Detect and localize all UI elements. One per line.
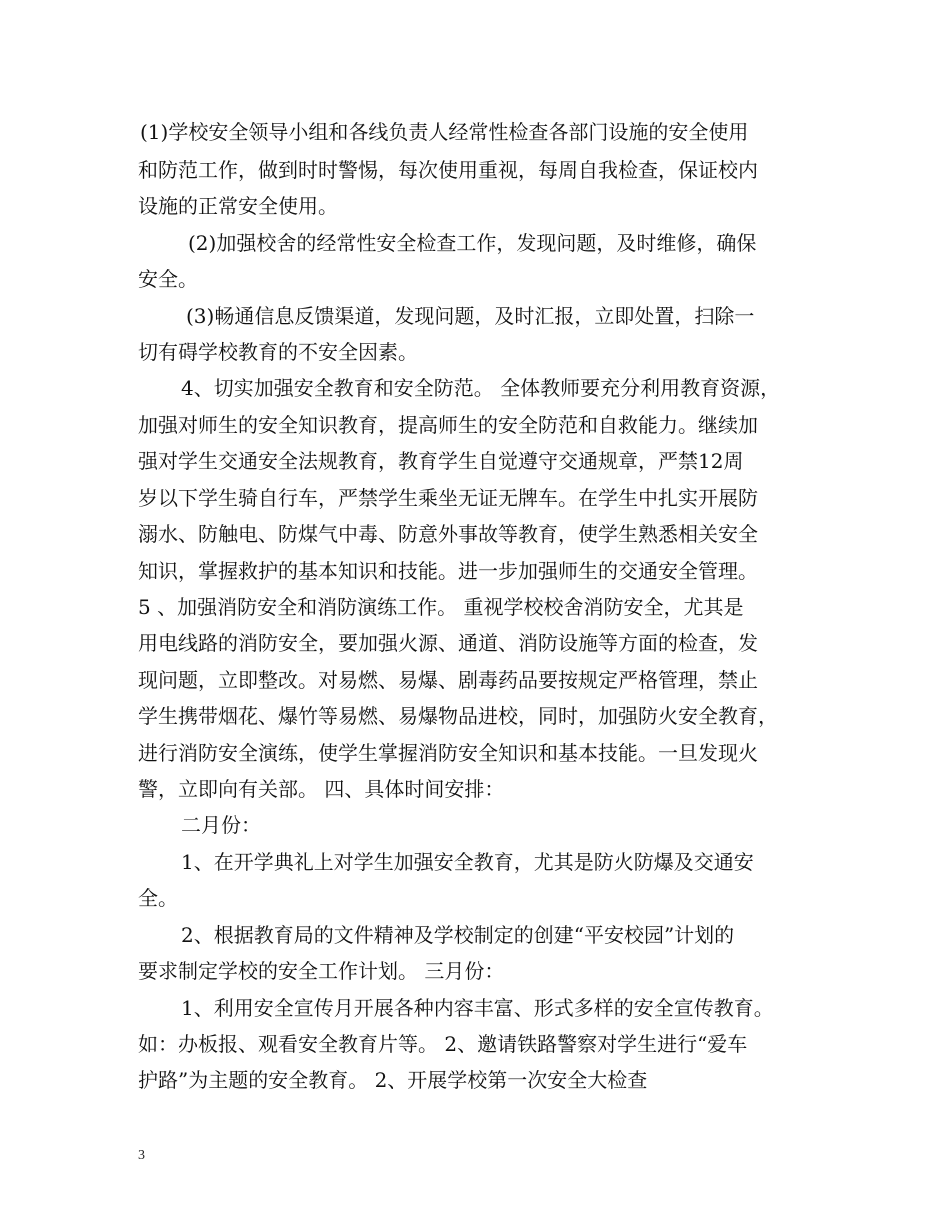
text-line: 切有碍学校教育的不安全因素。 [138, 340, 418, 364]
text-line: 4、切实加强安全教育和安全防范。 全体教师要充分利用教育资源， [181, 376, 781, 400]
text-line: 2、根据教育局的文件精神及学校制定的创建“平安校园”计划的 [181, 923, 735, 947]
text-line: 二月份： [181, 813, 261, 837]
text-line: 要求制定学校的安全工作计划。 三月份： [138, 959, 505, 983]
text-line: 用电线路的消防安全，要加强火源、通道、消防设施等方面的检查，发 [138, 631, 758, 655]
text-line: 进行消防安全演练，使学生掌握消防安全知识和基本技能。一旦发现火 [138, 741, 758, 765]
text-line: 安全。 [138, 267, 198, 291]
text-line: 加强对师生的安全知识教育，提高师生的安全防范和自救能力。继续加 [138, 413, 758, 437]
text-line: 现问题，立即整改。对易燃、易爆、剧毒药品要按规定严格管理，禁止 [138, 668, 758, 692]
text-line: 5 、加强消防安全和消防演练工作。 重视学校校舍消防安全，尤其是 [138, 595, 744, 619]
text-line: 岁以下学生骑自行车，严禁学生乘坐无证无牌车。在学生中扎实开展防 [138, 486, 758, 510]
text-line: 和防范工作，做到时时警惕，每次使用重视，每周自我检查，保证校内 [138, 158, 758, 182]
text-line: (2)加强校舍的经常性安全检查工作，发现问题，及时维修，确保 [188, 231, 757, 255]
text-line: 如：办板报、观看安全教育片等。 2、邀请铁路警察对学生进行“爱车 [138, 1032, 748, 1056]
text-line: (3)畅通信息反馈渠道，发现问题，及时汇报，立即处置，扫除一 [186, 304, 755, 328]
text-line: 设施的正常安全使用。 [138, 194, 338, 218]
text-line: 知识，掌握救护的基本知识和技能。进一步加强师生的交通安全管理。 [138, 559, 758, 583]
text-line: 强对学生交通安全法规教育，教育学生自觉遵守交通规章，严禁12周 [138, 449, 744, 473]
text-line: 学生携带烟花、爆竹等易燃、易爆物品进校，同时，加强防火安全教育， [138, 704, 778, 728]
text-line: 全。 [138, 886, 178, 910]
page-number: 3 [138, 1148, 145, 1163]
text-line: 警，立即向有关部。 四、具体时间安排： [138, 777, 505, 801]
text-line: 护路”为主题的安全教育。 2、开展学校第一次安全大检查 [138, 1068, 648, 1092]
text-line: 1、利用安全宣传月开展各种内容丰富、形式多样的安全宣传教育。 [181, 996, 774, 1020]
text-line: (1)学校安全领导小组和各线负责人经常性检查各部门设施的安全使用 [140, 120, 749, 144]
text-line: 1、在开学典礼上对学生加强安全教育，尤其是防火防爆及交通安 [181, 850, 754, 874]
text-line: 溺水、防触电、防煤气中毒、防意外事故等教育，使学生熟悉相关安全 [138, 522, 758, 546]
